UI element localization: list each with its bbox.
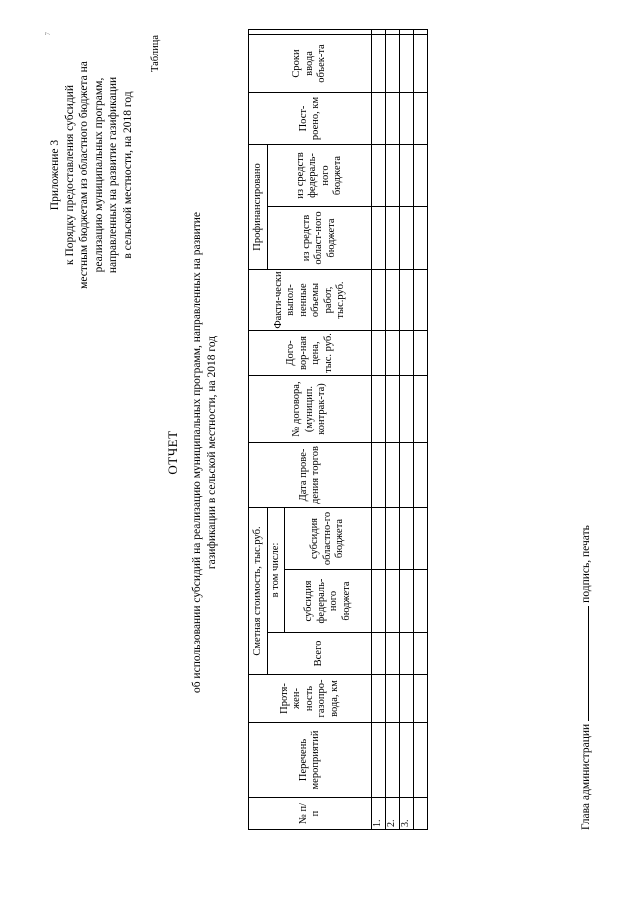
table-cell[interactable] [372,508,386,570]
header-financed: Профинансировано [249,144,268,269]
table-cell[interactable] [414,270,428,331]
table-label: Таблица [150,35,161,73]
table-cell[interactable] [372,443,386,508]
table-cell[interactable] [372,633,386,675]
table-cell[interactable] [386,633,400,675]
report-subtitle [190,160,219,745]
table-cell[interactable] [386,508,400,570]
page-mark: 7 [44,32,52,36]
table-cell[interactable] [400,443,414,508]
table-cell[interactable] [386,29,400,34]
table-cell[interactable] [386,675,400,723]
header-deadline: Сроки ввода объек-та [249,34,372,92]
table-cell[interactable] [372,570,386,633]
appendix-line: местным бюджетам из областного бюджета на [78,61,90,289]
table-cell[interactable] [386,570,400,633]
table-cell[interactable] [414,675,428,723]
row-number: 2. [386,798,400,830]
report-title: ОТЧЕТ [165,430,180,475]
table-cell[interactable] [400,570,414,633]
table-cell[interactable] [372,675,386,723]
table-cell[interactable] [414,508,428,570]
table-cell[interactable] [386,723,400,798]
table-cell[interactable] [414,29,428,34]
header-built: Пост-роено, км [249,92,372,144]
header-length: Протя-жен-ность газопро-вода, км [249,675,372,723]
table-cell[interactable] [386,331,400,376]
table-cell[interactable] [372,34,386,92]
table-cell[interactable] [414,443,428,508]
row-number: 3. [400,798,414,830]
table-cell[interactable] [400,723,414,798]
appendix-line: к Порядку предоставления субсидий [63,85,76,265]
table-cell[interactable] [400,144,414,206]
table-row [386,29,400,829]
appendix-line: в сельской местности, на 2018 год [121,91,134,259]
table-cell[interactable] [400,331,414,376]
subtitle-line-1: об использовании субсидий на реализацию муниципальных программ, направленных на развитие [191,211,203,694]
table-cell[interactable] [372,376,386,443]
header-actual-volume: Факти-чески выпол-ненные объемы работ, тыс.руб. [249,270,372,331]
report-table [248,29,428,830]
table-cell[interactable] [386,207,400,270]
table-cell[interactable] [414,331,428,376]
row-number: 1. [372,798,386,830]
header-fin-regional: из средств област-ного бюджета [268,207,372,270]
header-fin-federal: из средств федераль-ного бюджета [268,144,372,206]
table-cell[interactable] [400,633,414,675]
table-row [400,29,414,829]
table-cell[interactable] [400,675,414,723]
header-spare [249,29,372,34]
table-cell[interactable] [414,92,428,144]
signature-label: Глава администрации [580,723,592,830]
table-cell[interactable] [372,92,386,144]
table-row [372,29,386,829]
table-cell[interactable] [400,508,414,570]
table-cell[interactable] [400,34,414,92]
table-cell[interactable] [386,92,400,144]
table-cell[interactable] [414,34,428,92]
table-cell[interactable] [414,376,428,443]
table-cell[interactable] [414,570,428,633]
header-estimate: Сметная стоимость, тыс.руб. [249,508,268,675]
table-row [414,29,428,829]
table-cell[interactable] [386,34,400,92]
table-cell[interactable] [400,376,414,443]
header-total: Всего [268,633,372,675]
table-cell[interactable] [400,270,414,331]
signature-line[interactable] [588,606,589,721]
header-events: Перечень мероприятий [249,723,372,798]
header-federal-subsidy: субсидия федераль-ного бюджета [285,570,372,633]
signature-caption: подпись, печать [580,525,592,603]
table-cell[interactable] [386,144,400,206]
table-cell[interactable] [372,270,386,331]
row-number [414,798,428,830]
header-including: в том числе: [268,508,285,633]
header-num: № п/ п [249,798,372,830]
table-cell[interactable] [372,723,386,798]
appendix-note [48,40,135,310]
table-cell[interactable] [414,633,428,675]
table-cell[interactable] [400,207,414,270]
table-cell[interactable] [414,144,428,206]
table-cell[interactable] [400,29,414,34]
table-cell[interactable] [372,331,386,376]
table-cell[interactable] [386,270,400,331]
table-cell[interactable] [372,144,386,206]
header-regional-subsidy: субсидия областно-го бюджета [285,508,372,570]
appendix-line: реализацию муниципальных программ, [92,77,105,273]
table-cell[interactable] [386,376,400,443]
header-contract-price: Дого-вор-ная цена, тыс. руб. [249,331,372,376]
table-cell[interactable] [414,723,428,798]
header-contract-no: № договора, (муницип. контрак-та) [249,376,372,443]
appendix-line: Приложение 3 [49,139,61,211]
table-cell[interactable] [372,207,386,270]
subtitle-line-2: газификации в сельской местности, на 2018 год [205,335,218,570]
table-cell[interactable] [400,92,414,144]
signature-block [580,525,592,830]
header-tender-date: Дата прове-дения торгов [249,443,372,508]
table-cell[interactable] [386,443,400,508]
appendix-line: направленных на развитие газификации [107,76,119,274]
table-cell[interactable] [414,207,428,270]
table-cell[interactable] [372,29,386,34]
